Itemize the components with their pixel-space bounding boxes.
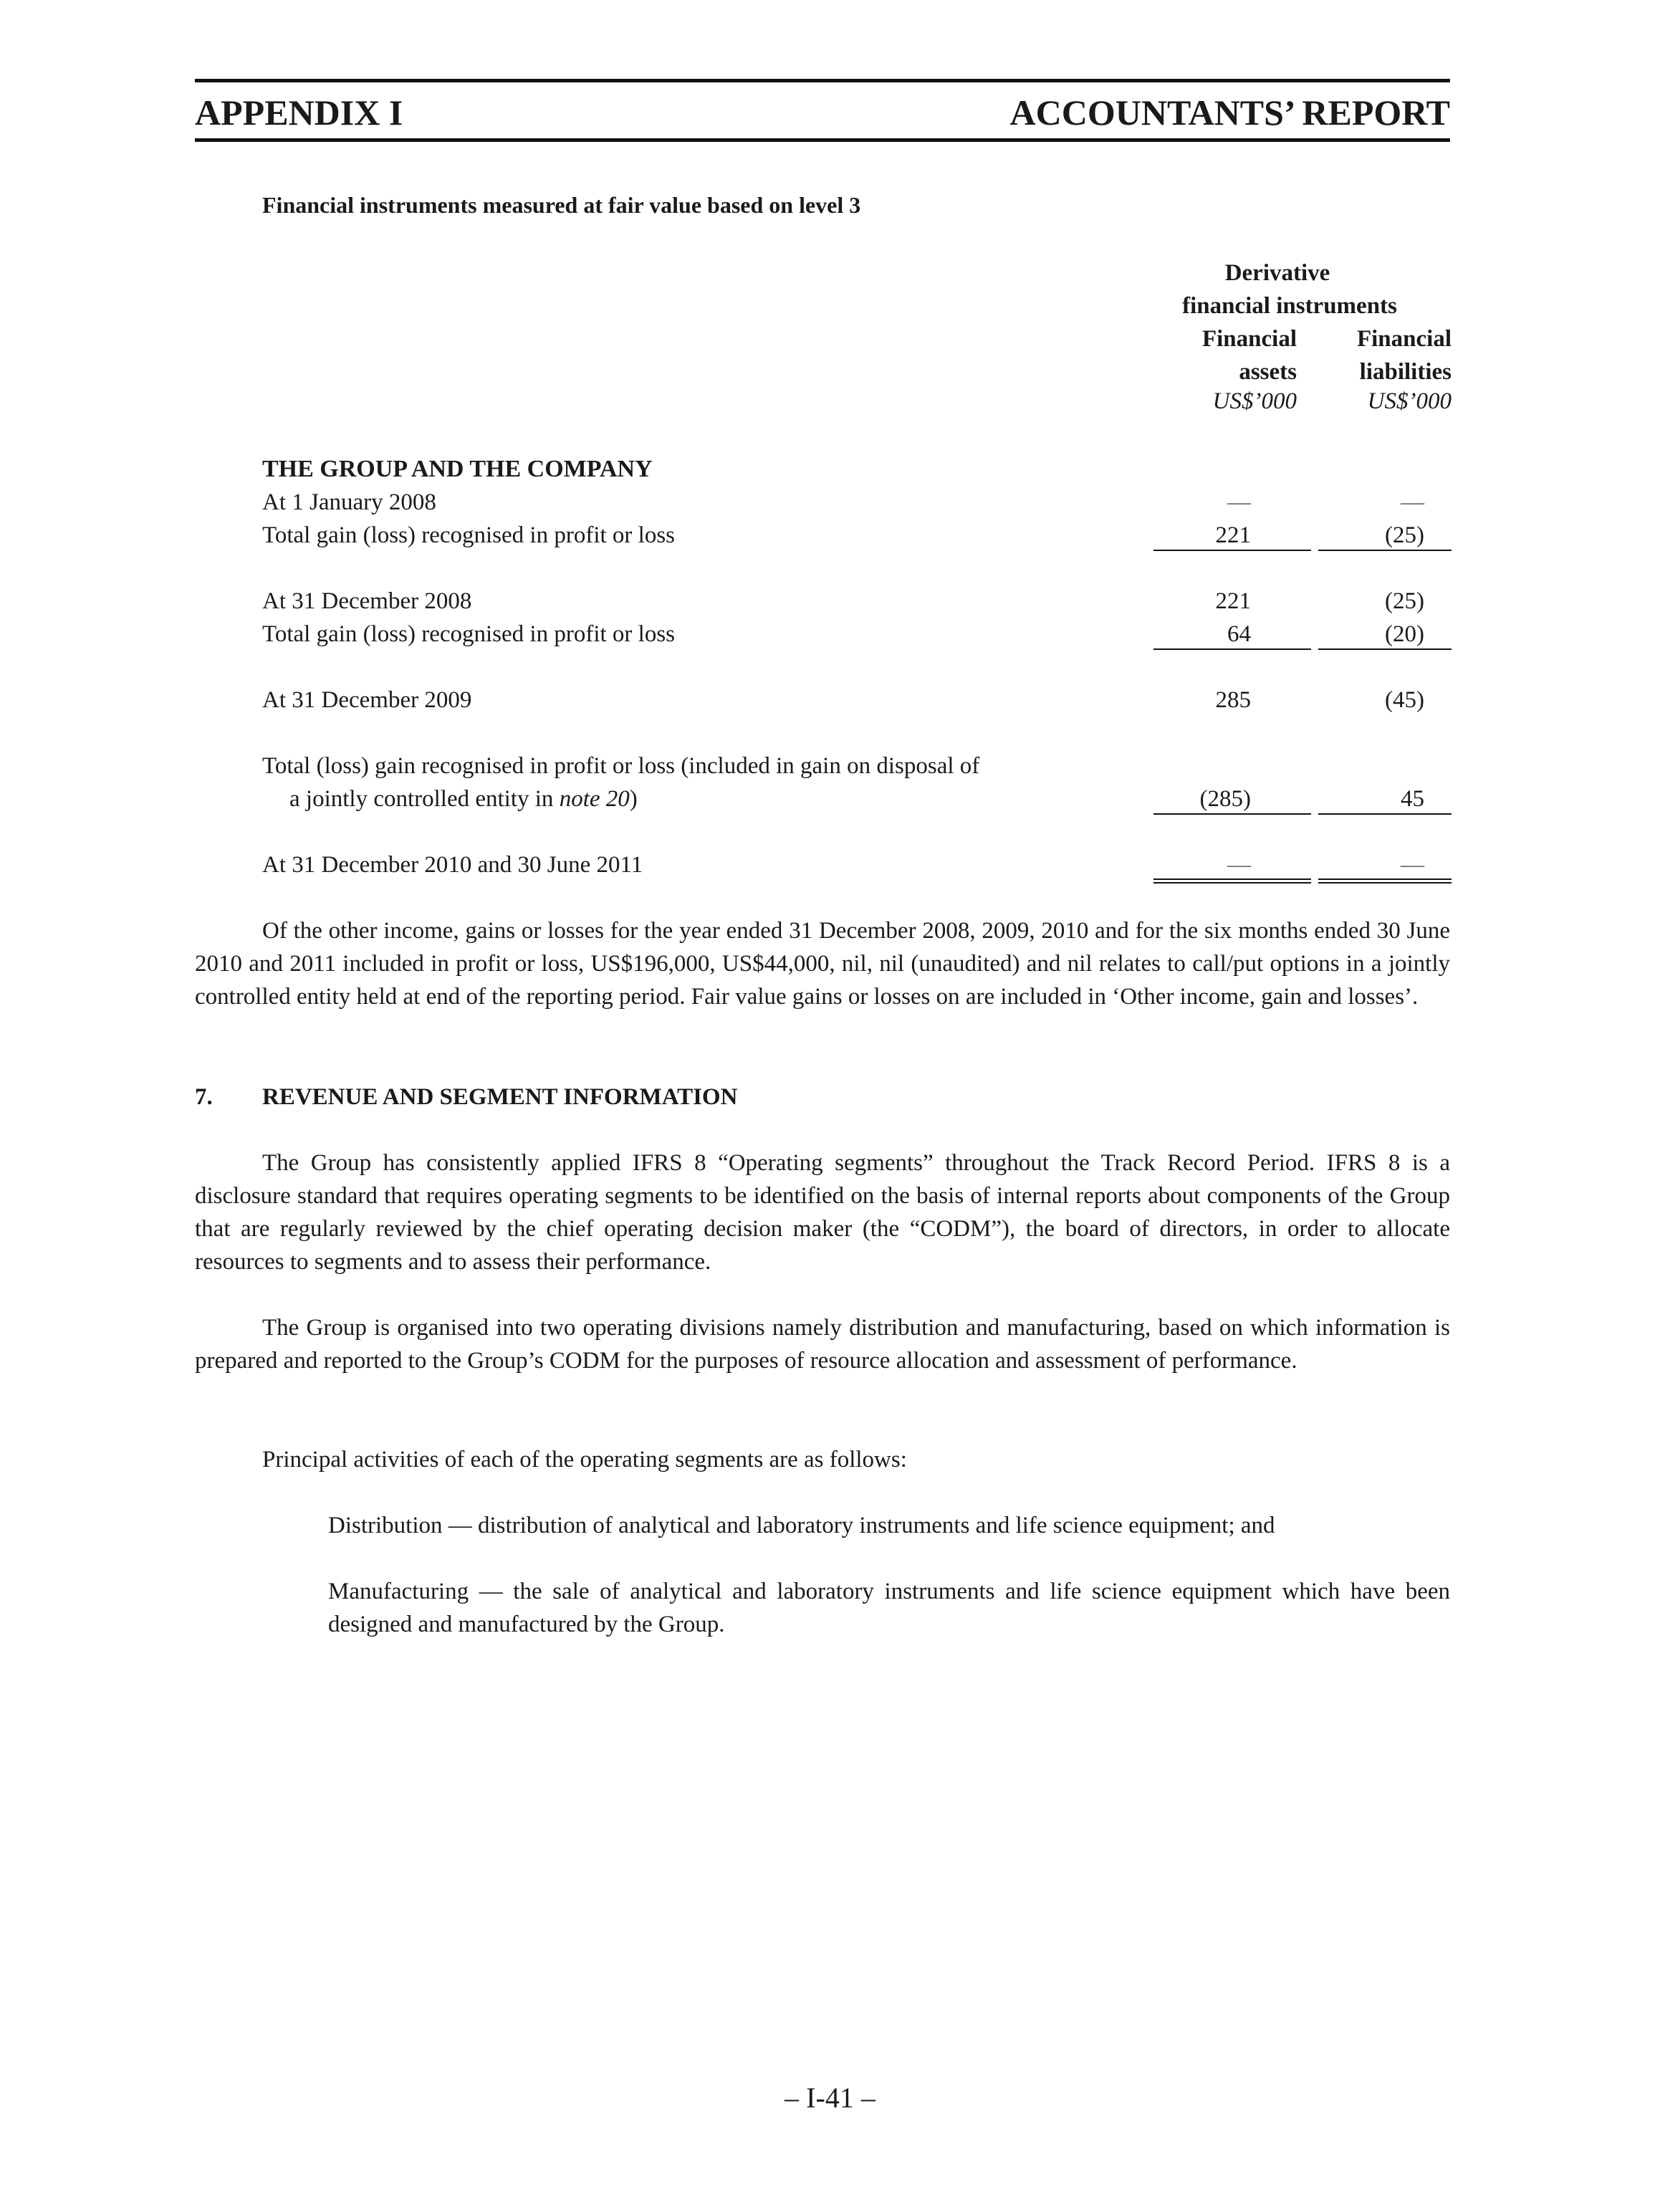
subtotal-rule	[1153, 550, 1311, 551]
table-row	[262, 519, 1452, 552]
column-group-heading-1: Derivative	[1224, 260, 1330, 286]
table-row	[262, 618, 1452, 651]
entity-heading: THE GROUP AND THE COMPANY	[262, 456, 653, 482]
table-row	[262, 750, 1452, 782]
table-row	[262, 585, 1452, 618]
financial-liabilities-value: (20)	[1385, 621, 1424, 647]
financial-assets-value: —	[1227, 489, 1251, 515]
paragraph-text: The Group is organised into two operating divisions namely distribution and manufacturing, based on which information is prepared and reported to the Group’s CODM for the purposes of resource allocation and assessment of performance.	[195, 1315, 1450, 1374]
total-double-rule	[1153, 878, 1311, 884]
col1-heading-line2: assets	[1239, 359, 1297, 385]
financial-assets-value: —	[1227, 852, 1251, 878]
list-item: Manufacturing — the sale of analytical and laboratory instruments and life science equipment which have been designed and manufactured by the Group.	[328, 1579, 1450, 1637]
paragraph	[195, 1443, 1450, 1476]
financial-assets-value: 221	[1215, 588, 1251, 614]
paragraph-text: Principal activities of each of the operating segments are as follows:	[262, 1447, 907, 1473]
row-label	[289, 782, 638, 815]
paragraph-text: The Group has consistently applied IFRS 8 “Operating segments” throughout the Track Record Period. IFRS 8 is a disclosure standard that requires operating segments to be identified on the basis of internal reports about components of the Group that are regularly reviewed by the chief operating decision maker (the “CODM”), the board of directors, in order to allocate resources to segments and to assess their performance.	[195, 1150, 1450, 1275]
row-label: Total gain (loss) recognised in profit or loss	[262, 621, 676, 647]
row-label: At 31 December 2008	[262, 588, 472, 614]
financial-assets-value: 221	[1215, 522, 1251, 548]
financial-liabilities-value: (25)	[1385, 522, 1424, 548]
list-item: Distribution — distribution of analytical and laboratory instruments and life science equipment; and	[328, 1513, 1275, 1538]
subtotal-rule	[1318, 550, 1452, 551]
row-label: At 31 December 2009	[262, 687, 472, 713]
table-row	[262, 782, 1452, 815]
page-header	[195, 79, 1450, 142]
note-reference: note 20	[559, 786, 630, 812]
financial-liabilities-value: (25)	[1385, 588, 1424, 614]
table-row	[262, 848, 1452, 881]
financial-assets-value: 64	[1227, 621, 1251, 647]
financial-liabilities-value: 45	[1401, 786, 1424, 812]
paragraph-text: Of the other income, gains or losses for the year ended 31 December 2008, 2009, 2010 and for the six months ended 30 June 2010 and 2011 included in profit or loss, US$196,000, US$44,000, nil, nil (unaudited) and nil relates to call/put options in a jointly controlled entity held at end of the reporting period. Fair value gains or losses on are included in ‘Other income, gain and losses’.	[195, 918, 1450, 1010]
section-number: 7.	[195, 1084, 213, 1110]
col2-heading-line1: Financial	[1356, 326, 1452, 352]
appendix-label: APPENDIX I	[195, 92, 403, 133]
financial-liabilities-value: —	[1401, 489, 1424, 515]
financial-liabilities-value: (45)	[1385, 687, 1424, 713]
col1-heading-line1: Financial	[1201, 326, 1297, 352]
row-label: At 31 December 2010 and 30 June 2011	[262, 852, 643, 878]
paragraph	[195, 1146, 1450, 1278]
subtotal-rule	[1318, 648, 1452, 650]
paragraph	[195, 914, 1450, 1013]
row-label-text: )	[629, 786, 638, 812]
subtotal-rule	[1153, 813, 1311, 815]
section-heading: REVENUE AND SEGMENT INFORMATION	[262, 1084, 738, 1110]
paragraph	[195, 1311, 1450, 1377]
financial-liabilities-value: —	[1401, 852, 1424, 878]
subtotal-rule	[1318, 813, 1452, 815]
subtotal-rule	[1153, 648, 1311, 650]
row-label-text: a jointly controlled entity in	[289, 786, 560, 812]
total-double-rule	[1318, 878, 1452, 884]
col2-heading-line2: liabilities	[1359, 359, 1452, 385]
page-number: – I-41 –	[785, 2082, 875, 2114]
col2-unit: US$’000	[1367, 388, 1452, 414]
table-row	[262, 486, 1452, 519]
table-row	[262, 684, 1452, 717]
row-label: Total gain (loss) recognised in profit or loss	[262, 522, 676, 548]
column-group-heading-2: financial instruments	[1182, 293, 1397, 319]
row-label: At 1 January 2008	[262, 489, 436, 515]
section-title: Financial instruments measured at fair value based on level 3	[262, 192, 861, 218]
financial-assets-value: 285	[1215, 687, 1251, 713]
col1-unit: US$’000	[1212, 388, 1297, 414]
report-title: ACCOUNTANTS’ REPORT	[1009, 92, 1450, 133]
financial-assets-value: (285)	[1199, 786, 1251, 812]
row-label: Total (loss) gain recognised in profit or loss (included in gain on disposal of	[262, 753, 980, 779]
